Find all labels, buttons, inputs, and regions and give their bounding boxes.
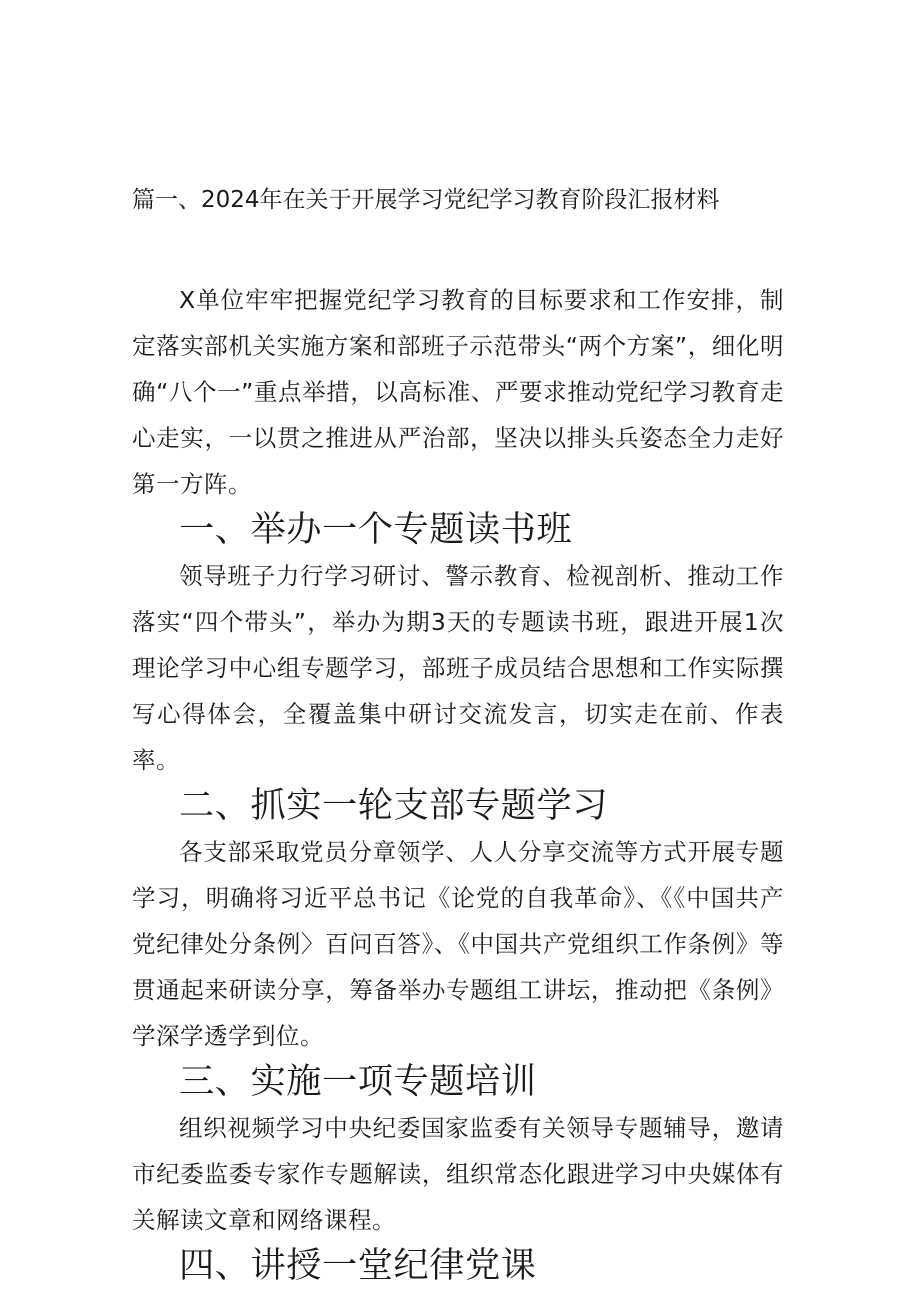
section-paragraph-2: 各支部采取党员分章领学、人人分享交流等方式开展专题学习，明确将习近平总书记《论党的自我革命》、《《中国共产党纪律处分条例〉百问百答》、《中国共产党组织工作条例》等贯通起来研读分享，筹备举办专题组工讲坛，推动把《条例》学深学透学到位。 [132,838,784,1050]
section-heading-2: 二、抓实一轮支部专题学习 [179,785,608,826]
section-heading-3: 三、实施一项专题培训 [179,1061,537,1102]
section-heading-1: 一、举办一个专题读书班 [179,509,573,550]
section-heading-4: 四、讲授一堂纪律党课 [179,1245,537,1286]
section-paragraph-1: 领导班子力行学习研讨、警示教育、检视剖析、推动工作落实“四个带头”，举办为期3天的专题读书班，跟进开展1次理论学习中心组专题学习，部班子成员结合思想和工作实际撰写心得体会，全覆盖集中研讨交流发言，切实走在前、作表率。 [132,562,784,774]
intro-paragraph: X单位牢牢把握党纪学习教育的目标要求和工作安排，制定落实部机关实施方案和部班子示范带头“两个方案”，细化明确“八个一”重点举措，以高标准、严要求推动党纪学习教育走心走实，一以贯之推进从严治部，坚决以排头兵姿态全力走好第一方阵。 [132,286,784,498]
document-title: 篇一、2024年在关于开展学习党纪学习教育阶段汇报材料 [132,187,720,213]
document-body [132,277,784,1289]
section-paragraph-3: 组织视频学习中央纪委国家监委有关领导专题辅导，邀请市纪委监委专家作专题解读，组织常态化跟进学习中央媒体有关解读文章和网络课程。 [132,1114,784,1234]
